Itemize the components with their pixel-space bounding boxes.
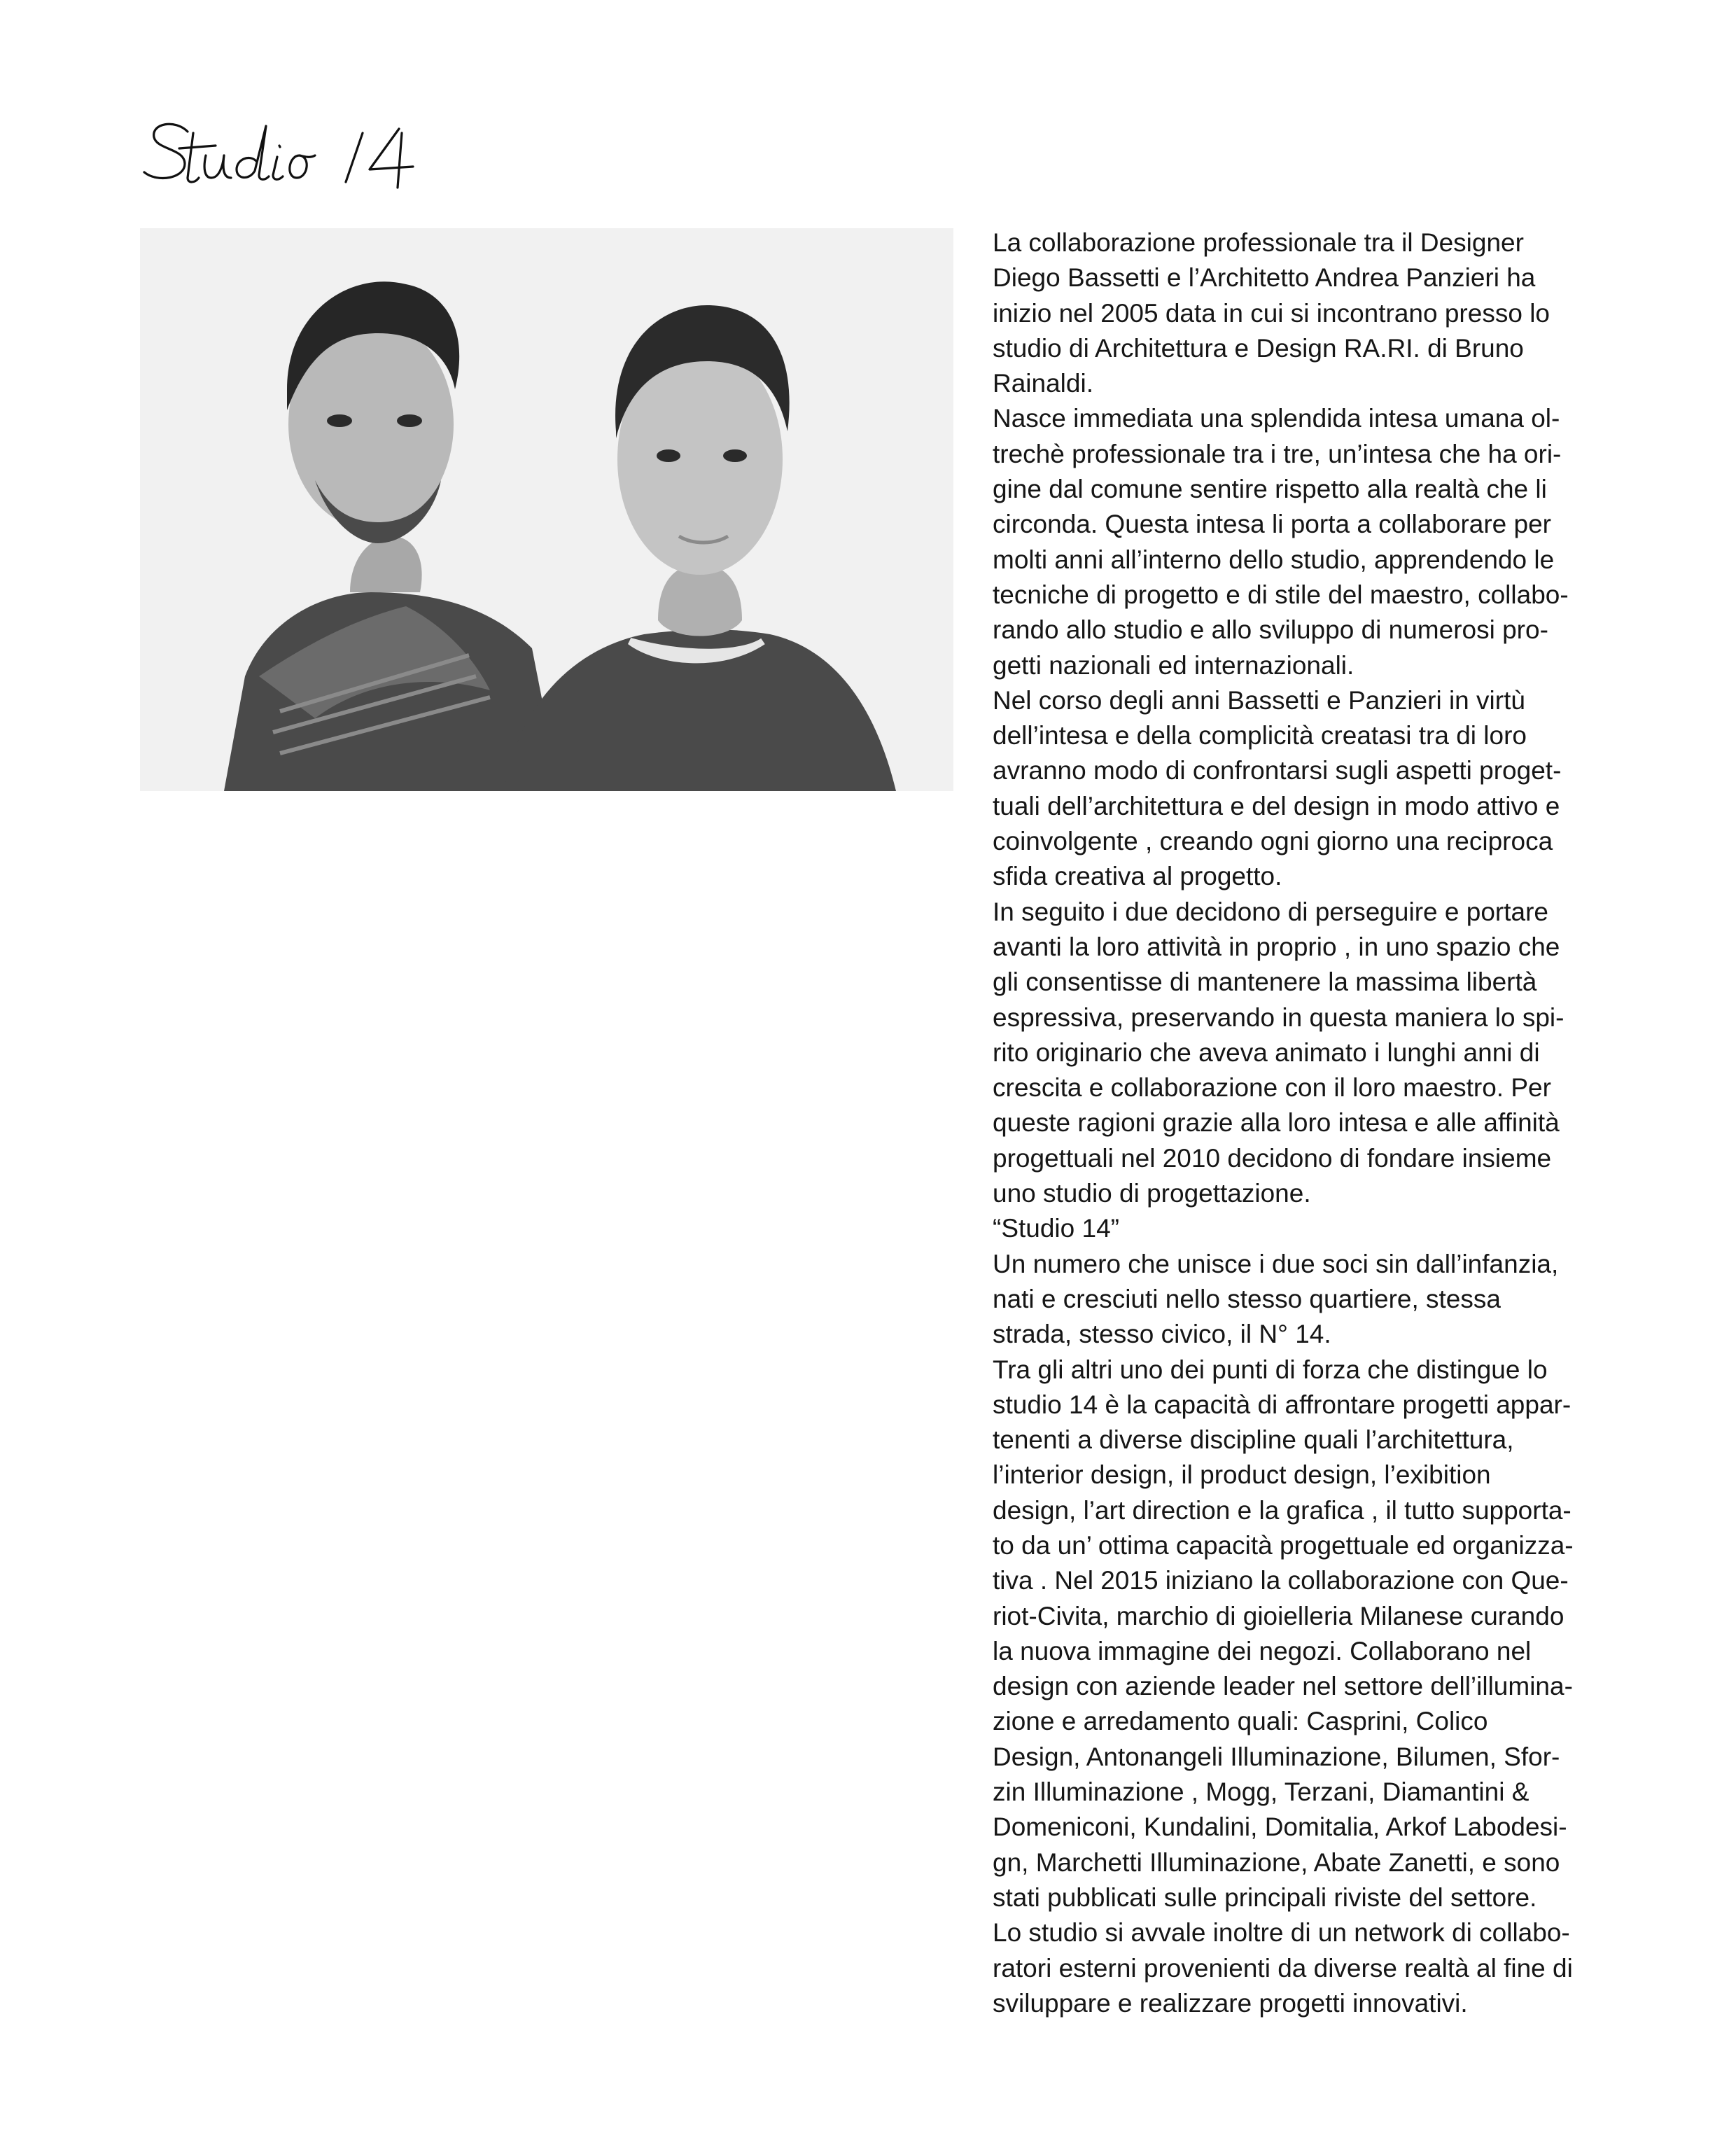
text-line: ratori esterni provenienti da diverse realtà al fine di [993,1953,1573,1983]
text-line: zione e arredamento quali: Casprini, Colico [993,1707,1488,1736]
text-line: trechè professionale tra i tre, un’intesa che ha ori- [993,439,1562,468]
text-line: progettuali nel 2010 decidono di fondare insieme [993,1143,1552,1173]
text-line: tecniche di progetto e di stile del maestro, collabo- [993,580,1569,609]
text-line: Nasce immediata una splendida intesa umana ol- [993,404,1560,433]
text-line: rito originario che aveva animato i lunghi anni di [993,1037,1540,1067]
text-line: stati pubblicati sulle principali riviste del settore. [993,1882,1537,1912]
text-line: Domeniconi, Kundalini, Domitalia, Arkof Labodesi- [993,1812,1567,1842]
text-line: sfida creativa al progetto. [993,862,1282,891]
text-line: nati e cresciuti nello stesso quartiere, stessa [993,1284,1501,1313]
text-line: Diego Bassetti e l’Architetto Andrea Panzieri ha [993,263,1536,293]
text-line: to da un’ ottima capacità progettuale ed organizza- [993,1530,1574,1560]
text-line: tenenti a diverse discipline quali l’architettura, [993,1425,1514,1455]
text-line: circonda. Questa intesa li porta a collaborare per [993,510,1551,539]
text-line: riot-Civita, marchio di gioielleria Milanese curando [993,1601,1564,1630]
text-line: Lo studio si avvale inoltre di un network di collabo- [993,1918,1570,1948]
text-line: Rainaldi. [993,369,1093,398]
text-line: crescita e collaborazione con il loro maestro. Per [993,1073,1551,1103]
text-line: gine dal comune sentire rispetto alla realtà che li [993,475,1547,504]
text-line: Nel corso degli anni Bassetti e Panzieri in virtù [993,685,1525,715]
text-line: inizio nel 2005 data in cui si incontrano presso lo [993,298,1550,328]
text-line: Un numero che unisce i due soci sin dall’infanzia, [993,1249,1559,1278]
text-line: studio 14 è la capacità di affrontare progetti appar- [993,1390,1572,1419]
text-line: Design, Antonangeli Illuminazione, Bilumen, Sfor- [993,1742,1560,1771]
text-line: tiva . Nel 2015 iniziano la collaborazione con Que- [993,1566,1569,1595]
text-line: design, l’art direction e la grafica , il tutto supporta- [993,1495,1572,1525]
page-title-handwritten [139,105,503,196]
text-line: “Studio 14” [993,1214,1119,1243]
text-line: l’interior design, il product design, l’exibition [993,1460,1491,1490]
body-text [993,225,1651,2021]
text-line: dell’intesa e della complicità creatasi tra di loro [993,721,1527,750]
text-line: gn, Marchetti Illuminazione, Abate Zanetti, e sono [993,1847,1560,1877]
text-line: molti anni all’interno dello studio, apprendendo le [993,545,1555,574]
text-line: tuali dell’architettura e del design in modo attivo e [993,791,1560,820]
text-line: la nuova immagine dei negozi. Collaborano nel [993,1636,1532,1665]
text-line: uno studio di progettazione. [993,1179,1311,1208]
portrait-photo [140,228,953,791]
text-line: rando allo studio e allo sviluppo di numerosi pro- [993,615,1548,645]
text-line: strada, stesso civico, il N° 14. [993,1320,1331,1349]
text-line: Tra gli altri uno dei punti di forza che distingue lo [993,1355,1548,1384]
text-line: studio di Architettura e Design RA.RI. di Bruno [993,333,1524,363]
text-line: espressiva, preservando in questa maniera lo spi- [993,1002,1564,1032]
text-line: In seguito i due decidono di perseguire e portare [993,897,1548,926]
text-line: queste ragioni grazie alla loro intesa e alle affinità [993,1108,1560,1138]
text-line: getti nazionali ed internazionali. [993,650,1354,680]
text-line: sviluppare e realizzare progetti innovativi. [993,1988,1468,2018]
text-line: coinvolgente , creando ogni giorno una reciproca [993,827,1553,856]
text-line: design con aziende leader nel settore dell’illumina- [993,1672,1573,1701]
text-line: avanti la loro attività in proprio , in uno spazio che [993,932,1560,961]
text-line: gli consentisse di mantenere la massima libertà [993,967,1537,997]
text-line: zin Illuminazione , Mogg, Terzani, Diamantini & [993,1777,1530,1807]
text-line: La collaborazione professionale tra il Designer [993,228,1524,257]
text-line: avranno modo di confrontarsi sugli aspetti proget- [993,756,1562,785]
